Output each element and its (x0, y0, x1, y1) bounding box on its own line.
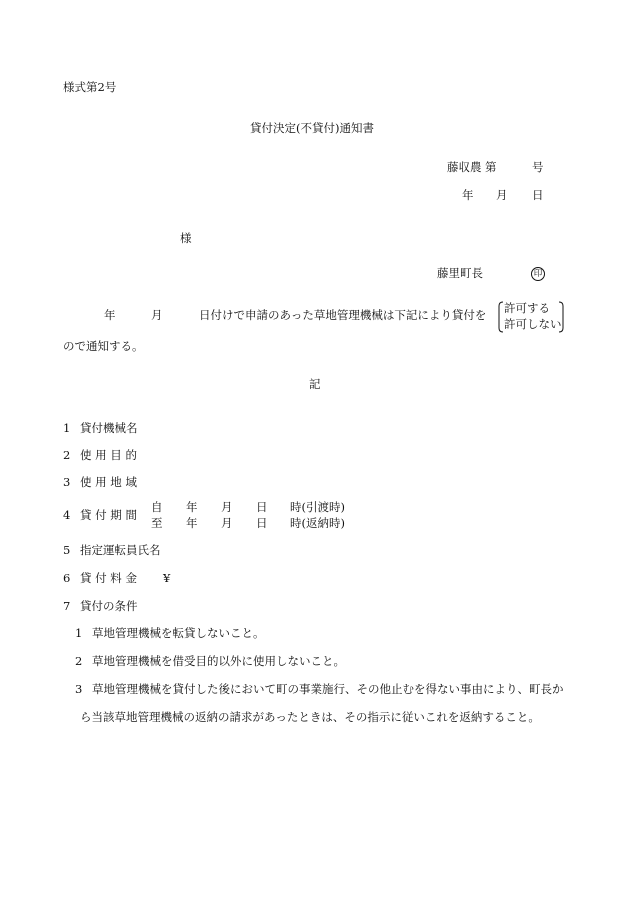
body-text-end: ので通知する。 (63, 339, 144, 353)
body-month: 月 (151, 308, 163, 322)
doc-number-prefix: 藤収農 (447, 160, 482, 174)
condition-text: 草地管理機械を貸付した後において町の事業施行、その他止むを得ない事由により、町長か (92, 682, 564, 696)
option-allow: 許可する (504, 301, 550, 315)
item-label-operator: 指定運転員氏名 (80, 543, 161, 557)
item-label-purpose: 使 用 目 的 (80, 448, 137, 462)
recipient-suffix: 様 (180, 231, 192, 245)
item-num: 4 (63, 508, 71, 522)
period-from-month: 月 (221, 500, 233, 514)
ki-heading: 記 (309, 377, 321, 391)
period-from-prefix: 自 (151, 500, 163, 514)
period-from-year: 年 (186, 500, 198, 514)
doc-number-dai: 第 (485, 160, 497, 174)
permission-options (498, 301, 564, 333)
condition-text: 草地管理機械を借受目的以外に使用しないこと。 (92, 654, 345, 668)
period-to-year: 年 (186, 516, 198, 530)
item-num: 2 (63, 448, 71, 462)
period-to-prefix: 至 (151, 516, 163, 530)
item-num: 6 (63, 571, 71, 585)
option-deny: 許可しない (504, 317, 562, 331)
item-num: 7 (63, 599, 71, 613)
body-text-main: 日付けで申請のあった草地管理機械は下記により貸付を (199, 308, 487, 322)
condition-num: 2 (75, 654, 83, 668)
date-month: 月 (496, 188, 508, 202)
date-day: 日 (532, 188, 544, 202)
condition-text-continued: ら当該草地管理機械の返納の請求があったときは、その指示に従いこれを返納すること。 (80, 710, 540, 724)
period-to-month: 月 (221, 516, 233, 530)
date-year: 年 (462, 188, 474, 202)
seal-mark: 印 (531, 267, 545, 281)
item-label-conditions: 貸付の条件 (80, 599, 138, 613)
item-label-machine: 貸付機械名 (80, 421, 138, 435)
condition-num: 1 (75, 626, 83, 640)
doc-number-go: 号 (532, 160, 544, 174)
document-title: 貸付決定(不貸付)通知書 (250, 121, 374, 135)
issuer: 藤里町長 (437, 266, 483, 280)
condition-num: 3 (75, 682, 83, 696)
item-label-period: 貸 付 期 間 (80, 508, 137, 522)
period-from-time: 時(引渡時) (290, 500, 345, 514)
item-num: 3 (63, 475, 71, 489)
period-from-day: 日 (256, 500, 268, 514)
period-to-day: 日 (256, 516, 268, 530)
condition-text: 草地管理機械を転貸しないこと。 (92, 626, 265, 640)
item-label-area: 使 用 地 域 (80, 475, 137, 489)
body-year: 年 (104, 308, 116, 322)
item-num: 5 (63, 543, 71, 557)
item-label-fee: 貸 付 料 金 (80, 571, 137, 585)
form-number: 様式第2号 (63, 80, 117, 94)
period-to-time: 時(返納時) (290, 516, 345, 530)
yen-symbol: ¥ (163, 571, 171, 585)
item-num: 1 (63, 421, 71, 435)
